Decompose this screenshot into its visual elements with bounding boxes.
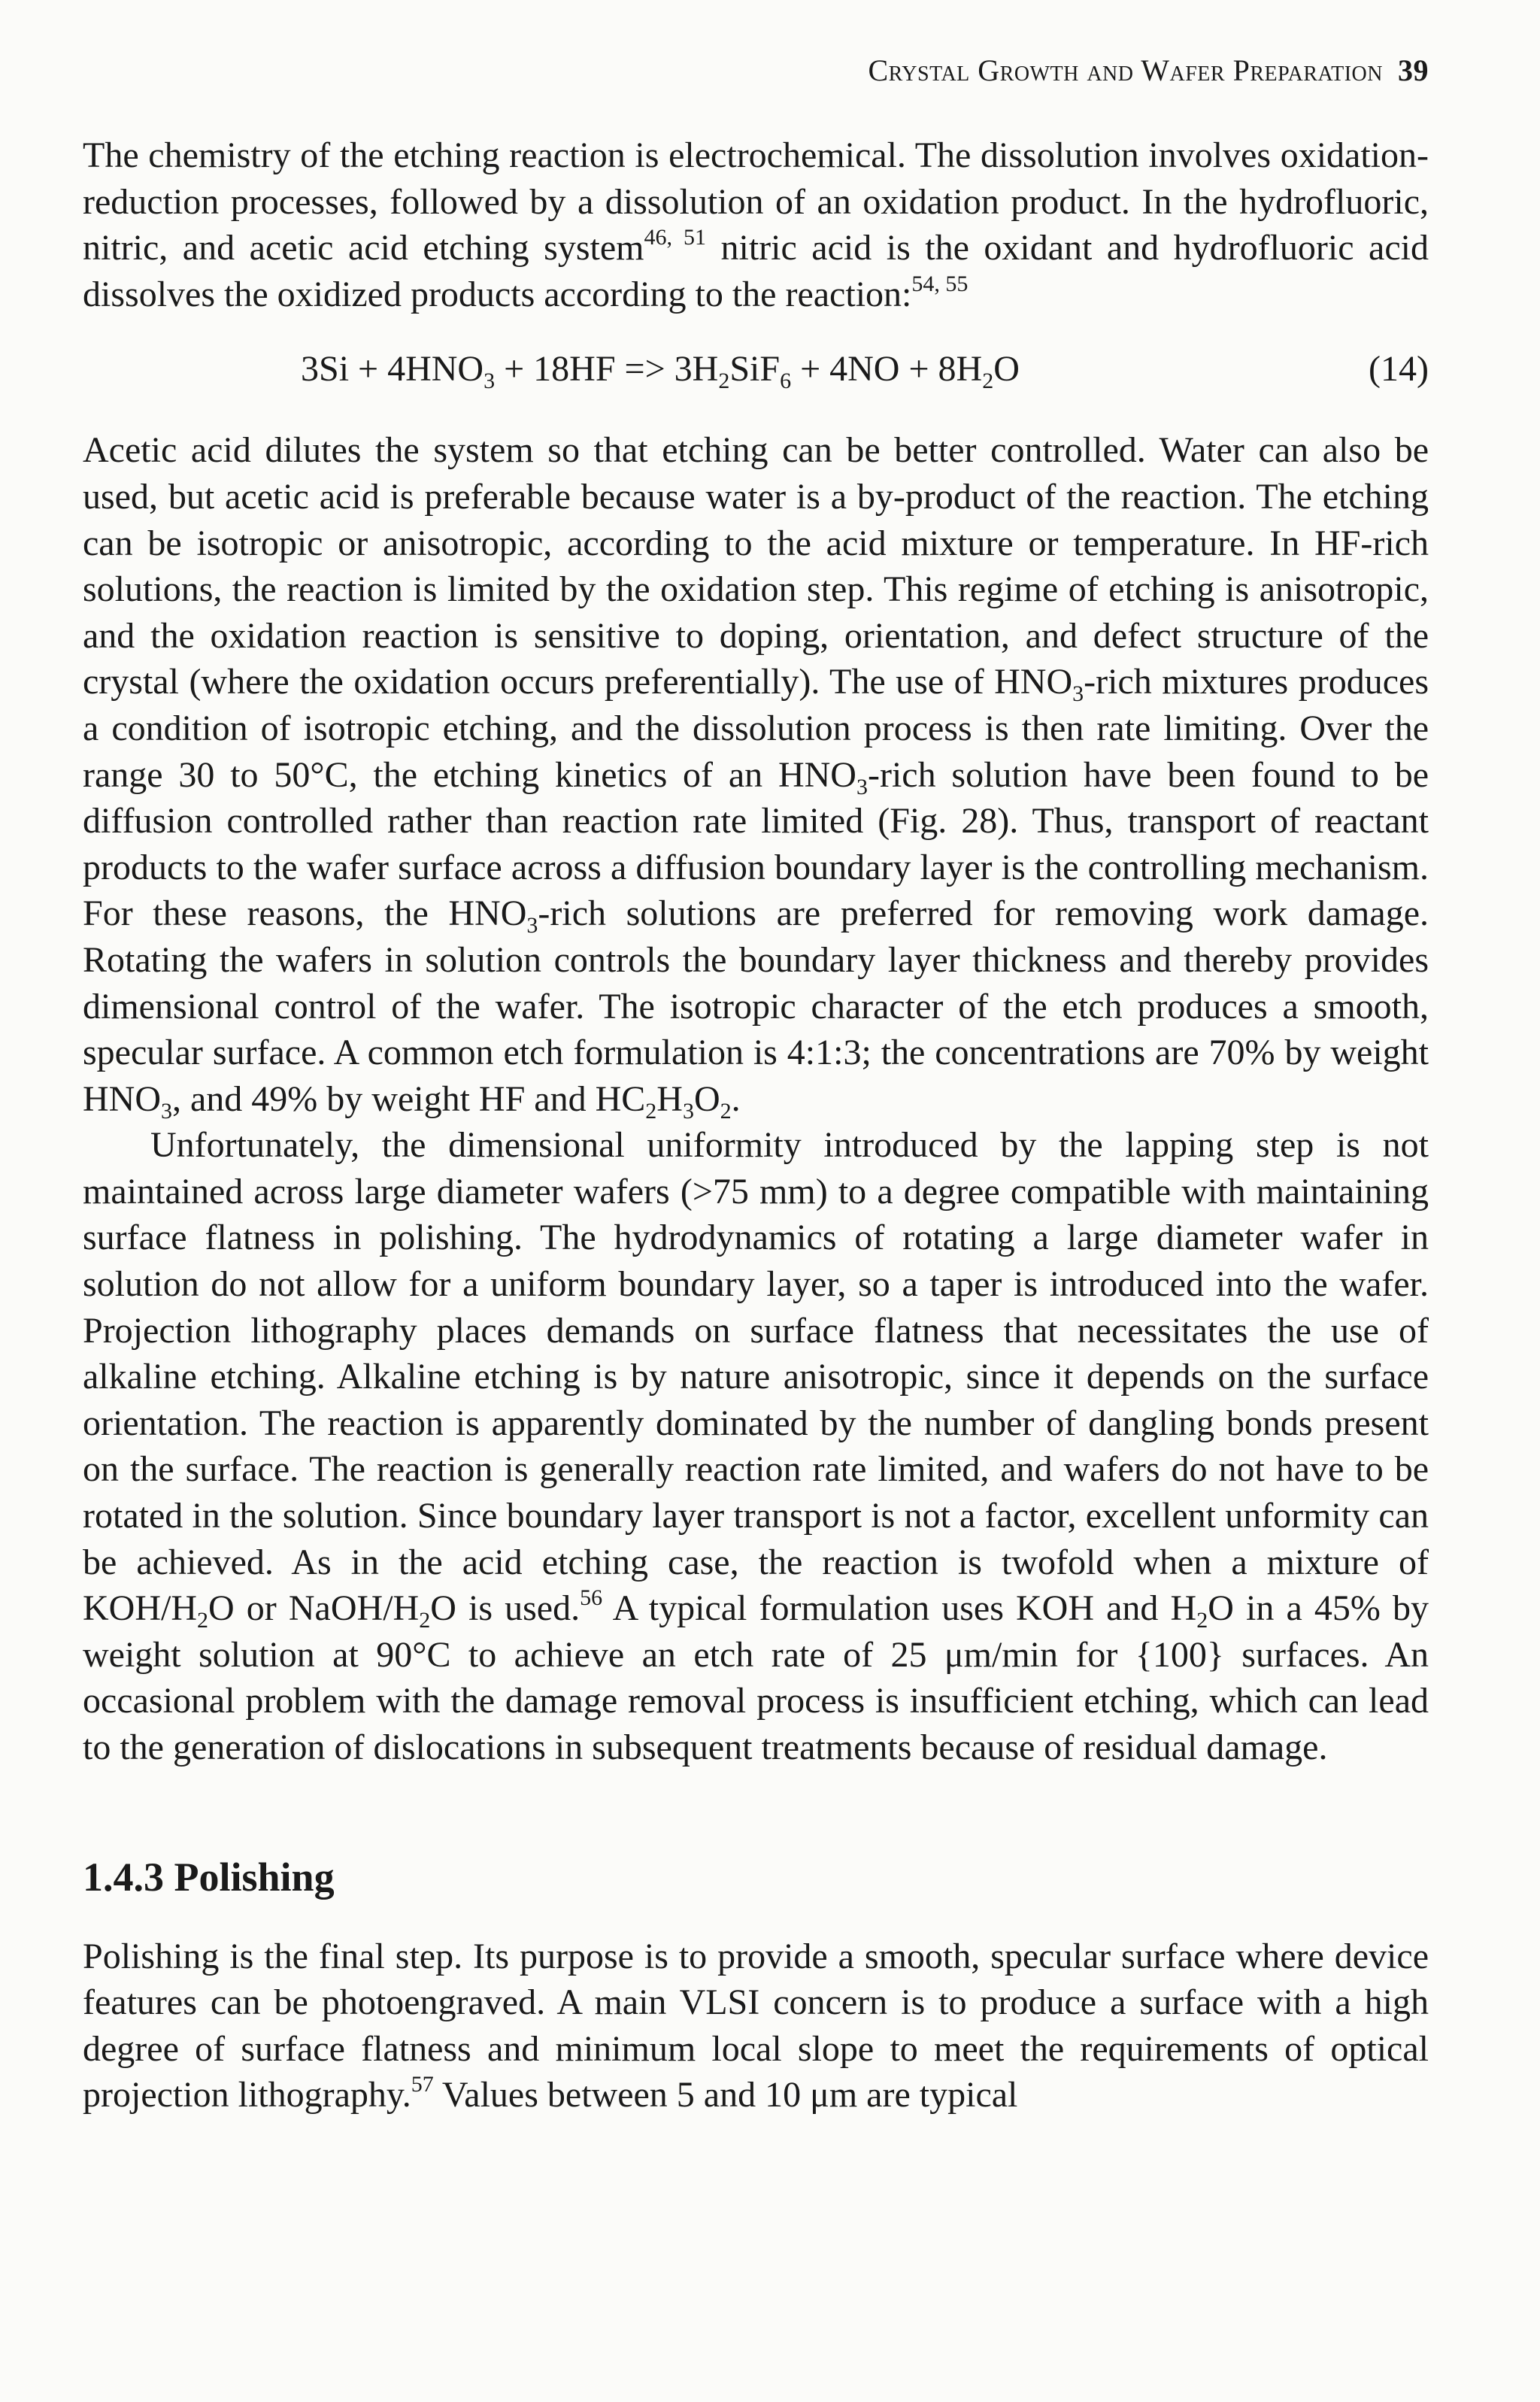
subscript: 2 xyxy=(645,1098,657,1124)
running-head xyxy=(83,53,1429,98)
eq-subscript: 6 xyxy=(780,368,792,394)
subscript: 3 xyxy=(682,1098,694,1124)
book-page xyxy=(83,53,1429,2118)
subscript: 3 xyxy=(1072,681,1084,707)
eq-text: SiF xyxy=(729,349,781,390)
eq-subscript: 3 xyxy=(484,368,496,394)
text-span: nitric acid is the oxidant and hydrofluoric acid dissolves the oxidized products according to the reaction: xyxy=(83,228,1429,314)
subscript: 2 xyxy=(720,1098,732,1124)
text-span: -rich mixtures produces a condition of isotropic etching, and the dissolution process is then rate limiting. Over the range 30 to 50°C, the etching kinetics of an HNO xyxy=(83,662,1429,795)
text-span: Unfortunately, the dimensional uniformity introduced by the lapping step is not maintained across large diameter wafers (>75 mm) to a degree compatible with maintaining surface flatness in polishing. The hydrodynamics of rotating a large diameter wafer in solution do not allow for a uniform boundary layer, so a taper is introduced into the wafer. Projection lithography places demands on surface flatness that necessitates the use of alkaline etching. Alkaline etching is by nature anisotropic, since it depends on the surface orientation. The reaction is apparently dominated by the number of dangling bonds present on the surface. The reaction is generally reaction rate limited, and wafers do not have to be rotated in the solution. Since boundary layer transport is not a factor, excellent unformity can be achieved. As in the acid etching case, the reaction is twofold when a mixture of KOH/H xyxy=(83,1125,1429,1629)
section-heading: 1.4.3 Polishing xyxy=(83,1854,335,1900)
text-span: . xyxy=(731,1078,741,1119)
equation-14 xyxy=(83,346,1429,393)
citation-ref: 54, 55 xyxy=(911,271,969,296)
text-span: O or NaOH/H xyxy=(208,1588,420,1629)
paragraph-polishing xyxy=(83,1933,1429,2118)
subscript: 2 xyxy=(1196,1608,1208,1633)
paragraph-etching-chemistry xyxy=(83,132,1429,317)
text-span: O xyxy=(693,1078,720,1119)
text-span: A typical formulation uses KOH and H xyxy=(602,1588,1197,1629)
eq-text: + 4NO + 8H xyxy=(791,349,983,390)
citation-ref: 57 xyxy=(411,2072,434,2097)
citation-ref: 56 xyxy=(580,1585,603,1611)
subscript: 3 xyxy=(526,913,538,939)
subscript: 3 xyxy=(161,1098,172,1124)
eq-text: 3Si + 4HNO xyxy=(301,349,484,390)
eq-text: + 18HF => 3H xyxy=(495,349,719,390)
equation-number: (14) xyxy=(1369,349,1429,390)
paragraph-acetic-acid xyxy=(83,427,1429,1122)
text-span: O in a 45% by weight solution at 90°C to achieve an etch rate of 25 μm/min for {100} surfaces. An occasional problem with the damage removal process is insufficient etching, which can lead to the generation of dislocations in subsequent treatments because of residual damage. xyxy=(83,1588,1429,1767)
text-span: Polishing is the final step. Its purpose is to provide a smooth, specular surface where device features can be photoengraved. A main VLSI concern is to produce a surface with a high degree of surface flatness and minimum local slope to meet the requirements of optical projection lithography. xyxy=(83,1936,1429,2115)
subscript: 2 xyxy=(419,1608,431,1633)
paragraph-alkaline-etching xyxy=(83,1122,1429,1770)
text-span: , and 49% by weight HF and HC xyxy=(172,1078,646,1119)
text-span: The chemistry of the etching reaction is electrochemical. The dissolution involves oxidation-reduction processes, followed by a dissolution of an oxidation product. In the hydrofluoric, nitric, and acetic acid etching system xyxy=(83,135,1429,268)
subscript: 3 xyxy=(856,774,868,799)
text-span: H xyxy=(656,1078,683,1119)
text-span: -rich solutions are preferred for removing work damage. Rotating the wafers in solution controls the boundary layer thickness and thereby provides dimensional control of the wafer. The isotropic character of the etch produces a smooth, specular surface. A common etch formulation is 4:1:3; the concentrations are 70% by weight HNO xyxy=(83,893,1429,1119)
eq-subscript: 2 xyxy=(718,368,730,394)
subscript: 2 xyxy=(197,1608,208,1633)
citation-ref: 46, 51 xyxy=(644,225,707,250)
eq-subscript: 2 xyxy=(982,368,994,394)
running-head-title: Crystal Growth and Wafer Preparation xyxy=(868,53,1383,87)
equation-body xyxy=(301,346,1020,393)
text-span: Values between 5 and 10 μm are typical xyxy=(433,2075,1018,2115)
text-span: -rich solution have been found to be diffusion controlled rather than reaction rate limited (Fig. 28). Thus, transport of reactant products to the wafer surface across a diffusion boundary layer is the controlling mechanism. For these reasons, the HNO xyxy=(83,754,1429,934)
text-span: Acetic acid dilutes the system so that etching can be better controlled. Water can also be used, but acetic acid is preferable because water is a by-product of the reaction. The etching can be isotropic or anisotropic, according to the acid mixture or temperature. In HF-rich solutions, the reaction is limited by the oxidation step. This regime of etching is anisotropic, and the oxidation reaction is sensitive to doping, orientation, and defect structure of the crystal (where the oxidation occurs preferentially). The use of HNO xyxy=(83,430,1429,702)
eq-text: O xyxy=(993,349,1020,390)
page-number: 39 xyxy=(1398,53,1429,87)
text-span: O is used. xyxy=(430,1588,581,1629)
